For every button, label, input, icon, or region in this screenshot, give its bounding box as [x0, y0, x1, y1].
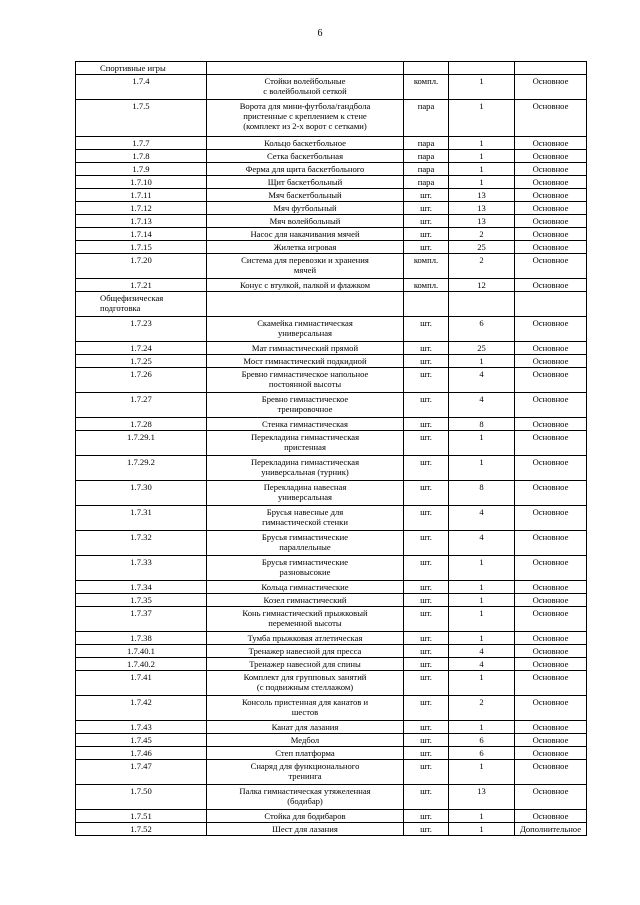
unit-cell: шт.	[404, 215, 449, 228]
qty-cell: 1	[449, 607, 515, 632]
qty-cell: 1	[449, 100, 515, 137]
unit-cell: шт.	[404, 823, 449, 836]
qty-cell: 1	[449, 355, 515, 368]
name-cell: Мост гимнастический подкидной	[207, 355, 404, 368]
code-cell: 1.7.40.2	[76, 658, 207, 671]
type-cell: Основное	[515, 594, 587, 607]
table-row	[76, 696, 587, 721]
unit-cell: шт.	[404, 747, 449, 760]
name-cell: Медбол	[207, 734, 404, 747]
qty-cell: 1	[449, 431, 515, 456]
code-cell: 1.7.29.1	[76, 431, 207, 456]
code-cell: 1.7.37	[76, 607, 207, 632]
type-cell: Основное	[515, 734, 587, 747]
code-cell: 1.7.24	[76, 342, 207, 355]
name-cell: Брусья навесные для гимнастической стенки	[207, 506, 404, 531]
name-cell: Стойки волейбольные с волейбольной сеткой	[207, 75, 404, 100]
type-cell: Основное	[515, 671, 587, 696]
type-cell: Основное	[515, 632, 587, 645]
table-row	[76, 202, 587, 215]
code-cell: 1.7.51	[76, 810, 207, 823]
code-cell: 1.7.13	[76, 215, 207, 228]
unit-cell: шт.	[404, 531, 449, 556]
code-cell: 1.7.45	[76, 734, 207, 747]
unit-cell: шт.	[404, 581, 449, 594]
qty-cell: 12	[449, 279, 515, 292]
code-cell: 1.7.40.1	[76, 645, 207, 658]
qty-cell: 1	[449, 760, 515, 785]
code-cell: 1.7.27	[76, 393, 207, 418]
table-row	[76, 531, 587, 556]
unit-cell: шт.	[404, 506, 449, 531]
unit-cell: пара	[404, 137, 449, 150]
type-cell: Основное	[515, 581, 587, 594]
table-row	[76, 810, 587, 823]
qty-cell: 4	[449, 645, 515, 658]
type-cell: Основное	[515, 760, 587, 785]
name-cell: Шест для лазания	[207, 823, 404, 836]
name-cell: Скамейка гимнастическая универсальная	[207, 317, 404, 342]
type-cell: Основное	[515, 100, 587, 137]
table-row	[76, 506, 587, 531]
table-row	[76, 747, 587, 760]
table-row	[76, 355, 587, 368]
name-cell: Канат для лазания	[207, 721, 404, 734]
type-cell: Основное	[515, 176, 587, 189]
qty-cell: 25	[449, 241, 515, 254]
type-cell: Основное	[515, 785, 587, 810]
type-cell: Основное	[515, 189, 587, 202]
type-cell: Основное	[515, 531, 587, 556]
name-cell: Конь гимнастический прыжковый переменной высоты	[207, 607, 404, 632]
name-cell: Кольца гимнастические	[207, 581, 404, 594]
name-cell: Брусья гимнастические разновысокие	[207, 556, 404, 581]
table-row	[76, 671, 587, 696]
unit-cell: пара	[404, 163, 449, 176]
name-cell: Стойка для бодибаров	[207, 810, 404, 823]
table-row	[76, 137, 587, 150]
name-cell: Козел гимнастический	[207, 594, 404, 607]
table-row	[76, 456, 587, 481]
qty-cell: 1	[449, 823, 515, 836]
table-row	[76, 254, 587, 279]
unit-cell: шт.	[404, 696, 449, 721]
type-cell: Основное	[515, 506, 587, 531]
table-row	[76, 150, 587, 163]
name-cell: Стенка гимнастическая	[207, 418, 404, 431]
table-row	[76, 556, 587, 581]
code-cell: 1.7.12	[76, 202, 207, 215]
table-row	[76, 241, 587, 254]
table-row	[76, 393, 587, 418]
unit-cell: шт.	[404, 355, 449, 368]
table-row	[76, 215, 587, 228]
qty-cell: 6	[449, 317, 515, 342]
table-row	[76, 75, 587, 100]
code-cell: 1.7.23	[76, 317, 207, 342]
type-cell: Дополнительное	[515, 823, 587, 836]
qty-cell	[449, 62, 515, 75]
table-row	[76, 734, 587, 747]
name-cell: Жилетка игровая	[207, 241, 404, 254]
qty-cell	[449, 292, 515, 317]
name-cell: Мяч баскетбольный	[207, 189, 404, 202]
type-cell: Основное	[515, 355, 587, 368]
name-cell: Перекладина гимнастическая пристенная	[207, 431, 404, 456]
unit-cell: компл.	[404, 279, 449, 292]
unit-cell: шт.	[404, 317, 449, 342]
name-cell: Щит баскетбольный	[207, 176, 404, 189]
name-cell: Бревно гимнастическое тренировочное	[207, 393, 404, 418]
unit-cell: шт.	[404, 431, 449, 456]
name-cell: Мяч футбольный	[207, 202, 404, 215]
section-title: Спортивные игры	[76, 62, 207, 75]
name-cell: Снаряд для функционального тренинга	[207, 760, 404, 785]
code-cell: 1.7.30	[76, 481, 207, 506]
unit-cell: шт.	[404, 671, 449, 696]
type-cell: Основное	[515, 368, 587, 393]
type-cell	[515, 292, 587, 317]
type-cell	[515, 62, 587, 75]
unit-cell: шт.	[404, 342, 449, 355]
code-cell: 1.7.38	[76, 632, 207, 645]
qty-cell: 4	[449, 393, 515, 418]
type-cell: Основное	[515, 696, 587, 721]
table-row	[76, 607, 587, 632]
qty-cell: 13	[449, 189, 515, 202]
type-cell: Основное	[515, 431, 587, 456]
section-title: Общефизическая подготовка	[76, 292, 207, 317]
code-cell: 1.7.31	[76, 506, 207, 531]
unit-cell: шт.	[404, 481, 449, 506]
table-row	[76, 176, 587, 189]
unit-cell: шт.	[404, 607, 449, 632]
table-row	[76, 481, 587, 506]
name-cell: Система для перевозки и хранения мячей	[207, 254, 404, 279]
code-cell: 1.7.8	[76, 150, 207, 163]
name-cell: Кольцо баскетбольное	[207, 137, 404, 150]
code-cell: 1.7.28	[76, 418, 207, 431]
qty-cell: 4	[449, 368, 515, 393]
code-cell: 1.7.5	[76, 100, 207, 137]
code-cell: 1.7.7	[76, 137, 207, 150]
type-cell: Основное	[515, 393, 587, 418]
type-cell: Основное	[515, 481, 587, 506]
table-row	[76, 658, 587, 671]
unit-cell: шт.	[404, 658, 449, 671]
table-row	[76, 594, 587, 607]
type-cell: Основное	[515, 342, 587, 355]
qty-cell: 1	[449, 594, 515, 607]
equipment-table	[75, 61, 587, 836]
code-cell: 1.7.47	[76, 760, 207, 785]
type-cell: Основное	[515, 556, 587, 581]
table-row	[76, 317, 587, 342]
name-cell: Мяч волейбольный	[207, 215, 404, 228]
unit-cell: шт.	[404, 189, 449, 202]
qty-cell: 1	[449, 581, 515, 594]
code-cell: 1.7.11	[76, 189, 207, 202]
qty-cell: 4	[449, 506, 515, 531]
code-cell: 1.7.20	[76, 254, 207, 279]
qty-cell: 1	[449, 176, 515, 189]
unit-cell: шт.	[404, 228, 449, 241]
table-row	[76, 189, 587, 202]
code-cell: 1.7.15	[76, 241, 207, 254]
qty-cell: 1	[449, 163, 515, 176]
equipment-table-body	[76, 62, 587, 836]
name-cell: Тренажер навесной для спины	[207, 658, 404, 671]
code-cell: 1.7.46	[76, 747, 207, 760]
name-cell	[207, 62, 404, 75]
type-cell: Основное	[515, 150, 587, 163]
unit-cell: шт.	[404, 456, 449, 481]
qty-cell: 6	[449, 747, 515, 760]
table-row	[76, 368, 587, 393]
unit-cell: шт.	[404, 393, 449, 418]
type-cell: Основное	[515, 202, 587, 215]
unit-cell: шт.	[404, 556, 449, 581]
table-row	[76, 163, 587, 176]
table-row	[76, 721, 587, 734]
qty-cell: 1	[449, 632, 515, 645]
type-cell: Основное	[515, 645, 587, 658]
type-cell: Основное	[515, 163, 587, 176]
name-cell: Консоль пристенная для канатов и шестов	[207, 696, 404, 721]
qty-cell: 13	[449, 215, 515, 228]
type-cell: Основное	[515, 607, 587, 632]
table-row	[76, 279, 587, 292]
qty-cell: 2	[449, 696, 515, 721]
unit-cell	[404, 62, 449, 75]
qty-cell: 6	[449, 734, 515, 747]
unit-cell: пара	[404, 100, 449, 137]
name-cell: Ферма для щита баскетбольного	[207, 163, 404, 176]
code-cell: 1.7.10	[76, 176, 207, 189]
name-cell: Степ платформа	[207, 747, 404, 760]
unit-cell: компл.	[404, 75, 449, 100]
code-cell: 1.7.41	[76, 671, 207, 696]
table-row	[76, 823, 587, 836]
code-cell: 1.7.14	[76, 228, 207, 241]
type-cell: Основное	[515, 228, 587, 241]
qty-cell: 4	[449, 531, 515, 556]
code-cell: 1.7.52	[76, 823, 207, 836]
unit-cell: шт.	[404, 785, 449, 810]
qty-cell: 1	[449, 721, 515, 734]
qty-cell: 13	[449, 785, 515, 810]
type-cell: Основное	[515, 747, 587, 760]
type-cell: Основное	[515, 279, 587, 292]
table-row	[76, 581, 587, 594]
table-row	[76, 760, 587, 785]
unit-cell: шт.	[404, 810, 449, 823]
type-cell: Основное	[515, 241, 587, 254]
type-cell: Основное	[515, 254, 587, 279]
unit-cell: шт.	[404, 760, 449, 785]
name-cell: Бревно гимнастическое напольное постоянной высоты	[207, 368, 404, 393]
unit-cell: шт.	[404, 734, 449, 747]
qty-cell: 8	[449, 481, 515, 506]
name-cell: Перекладина навесная универсальная	[207, 481, 404, 506]
type-cell: Основное	[515, 721, 587, 734]
name-cell: Перекладина гимнастическая универсальная (турник)	[207, 456, 404, 481]
qty-cell: 1	[449, 75, 515, 100]
qty-cell: 1	[449, 556, 515, 581]
unit-cell: пара	[404, 150, 449, 163]
qty-cell: 1	[449, 671, 515, 696]
qty-cell: 1	[449, 137, 515, 150]
qty-cell: 13	[449, 202, 515, 215]
code-cell: 1.7.4	[76, 75, 207, 100]
qty-cell: 1	[449, 150, 515, 163]
unit-cell: пара	[404, 176, 449, 189]
code-cell: 1.7.9	[76, 163, 207, 176]
code-cell: 1.7.26	[76, 368, 207, 393]
unit-cell: компл.	[404, 254, 449, 279]
code-cell: 1.7.42	[76, 696, 207, 721]
type-cell: Основное	[515, 215, 587, 228]
table-row	[76, 342, 587, 355]
unit-cell: шт.	[404, 594, 449, 607]
type-cell: Основное	[515, 810, 587, 823]
qty-cell: 8	[449, 418, 515, 431]
qty-cell: 2	[449, 228, 515, 241]
qty-cell: 1	[449, 456, 515, 481]
table-row	[76, 228, 587, 241]
table-row	[76, 418, 587, 431]
name-cell: Тумба прыжковая атлетическая	[207, 632, 404, 645]
page-number: 6	[317, 28, 323, 39]
unit-cell: шт.	[404, 632, 449, 645]
type-cell: Основное	[515, 418, 587, 431]
code-cell: 1.7.34	[76, 581, 207, 594]
name-cell: Насос для накачивания мячей	[207, 228, 404, 241]
code-cell: 1.7.35	[76, 594, 207, 607]
name-cell: Конус с втулкой, палкой и флажком	[207, 279, 404, 292]
name-cell: Комплект для групповых занятий (с подвижным стеллажом)	[207, 671, 404, 696]
code-cell: 1.7.32	[76, 531, 207, 556]
name-cell: Ворота для мини-футбола/гандбола пристенные с креплением к стене (комплект из 2-х ворот с сетками)	[207, 100, 404, 137]
table-row	[76, 785, 587, 810]
qty-cell: 25	[449, 342, 515, 355]
table-row	[76, 100, 587, 137]
type-cell: Основное	[515, 137, 587, 150]
code-cell: 1.7.29.2	[76, 456, 207, 481]
section-row	[76, 62, 587, 75]
code-cell: 1.7.43	[76, 721, 207, 734]
unit-cell: шт.	[404, 645, 449, 658]
unit-cell: шт.	[404, 202, 449, 215]
name-cell	[207, 292, 404, 317]
code-cell: 1.7.33	[76, 556, 207, 581]
name-cell: Мат гимнастический прямой	[207, 342, 404, 355]
unit-cell	[404, 292, 449, 317]
qty-cell: 1	[449, 810, 515, 823]
unit-cell: шт.	[404, 418, 449, 431]
table-row	[76, 632, 587, 645]
code-cell: 1.7.25	[76, 355, 207, 368]
qty-cell: 2	[449, 254, 515, 279]
type-cell: Основное	[515, 456, 587, 481]
code-cell: 1.7.21	[76, 279, 207, 292]
type-cell: Основное	[515, 317, 587, 342]
unit-cell: шт.	[404, 368, 449, 393]
section-row	[76, 292, 587, 317]
name-cell: Сетка баскетбольная	[207, 150, 404, 163]
name-cell: Тренажер навесной для пресса	[207, 645, 404, 658]
type-cell: Основное	[515, 658, 587, 671]
unit-cell: шт.	[404, 721, 449, 734]
table-row	[76, 431, 587, 456]
name-cell: Палка гимнастическая утяжеленная (бодибар)	[207, 785, 404, 810]
qty-cell: 4	[449, 658, 515, 671]
table-row	[76, 645, 587, 658]
type-cell: Основное	[515, 75, 587, 100]
code-cell: 1.7.50	[76, 785, 207, 810]
unit-cell: шт.	[404, 241, 449, 254]
name-cell: Брусья гимнастические параллельные	[207, 531, 404, 556]
